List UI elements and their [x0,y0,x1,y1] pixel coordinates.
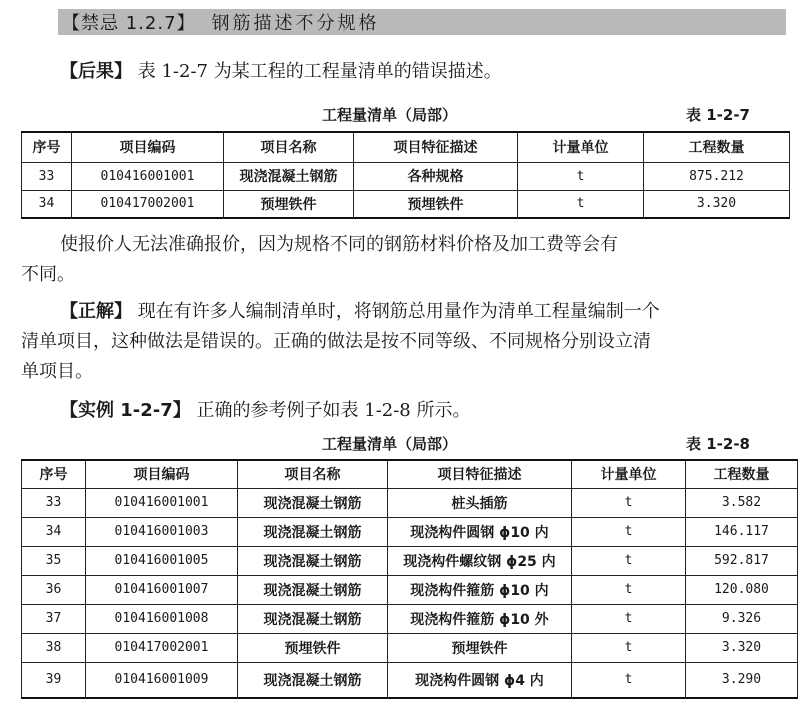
cell-name: 预埋铁件 [224,190,354,218]
cell-desc: 桩头插筋 [388,488,572,517]
table1-caption: 工程量清单（局部） [322,106,458,124]
cell-seq: 37 [22,604,86,633]
quantity-table-1-2-8 [21,459,798,699]
section-tag: 【禁忌 1.2.7】 [62,13,196,34]
table-row [22,488,798,517]
solution-line-3: 单项目。 [21,361,93,382]
cell-qty: 3.290 [686,662,798,698]
cell-name: 现浇混凝土钢筋 [238,546,388,575]
cell-seq: 33 [22,162,72,190]
cell-desc: 现浇构件圆钢 ϕ4 内 [388,662,572,698]
example-label: 【实例 1-2-7】 [60,400,191,421]
example-text: 正确的参考例子如表 1-2-8 所示。 [196,400,471,421]
cell-desc: 现浇构件箍筋 ϕ10 内 [388,575,572,604]
cell-qty: 3.582 [686,488,798,517]
table2-caption: 工程量清单（局部） [322,435,458,453]
solution-line-2: 清单项目，这种做法是错误的。正确的做法是按不同等级、不同规格分别设立清 [21,331,651,352]
cell-seq: 34 [22,190,72,218]
cell-name: 现浇混凝土钢筋 [238,662,388,698]
section-title: 钢筋描述不分规格 [211,13,380,34]
cell-code: 010416001003 [86,517,238,546]
cell-seq: 38 [22,633,86,662]
column-header: 项目特征描述 [388,460,572,488]
cell-qty: 9.326 [686,604,798,633]
cell-name: 现浇混凝土钢筋 [238,517,388,546]
cell-desc: 现浇构件圆钢 ϕ10 内 [388,517,572,546]
cell-desc: 现浇构件螺纹钢 ϕ25 内 [388,546,572,575]
column-header: 项目编码 [86,460,238,488]
cell-code: 010416001001 [72,162,224,190]
impact-line-2: 不同。 [21,264,75,285]
cell-desc: 预埋铁件 [354,190,518,218]
impact-line-1: 使报价人无法准确报价，因为规格不同的钢筋材料价格及加工费等会有 [60,234,618,255]
solution-line-3-block [21,357,93,387]
cell-code: 010416001008 [86,604,238,633]
table-row [22,162,790,190]
cell-seq: 34 [22,517,86,546]
section-header [58,9,786,35]
cell-qty: 146.117 [686,517,798,546]
cell-unit: t [572,662,686,698]
cell-qty: 875.212 [644,162,790,190]
cell-unit: t [572,488,686,517]
cell-code: 010417002001 [72,190,224,218]
cell-unit: t [518,190,644,218]
cell-qty: 120.080 [686,575,798,604]
consequence-label: 【后果】 [60,61,132,82]
cell-name: 现浇混凝土钢筋 [238,604,388,633]
solution-label: 【正解】 [60,301,132,322]
cell-code: 010416001005 [86,546,238,575]
cell-unit: t [572,633,686,662]
cell-desc: 预埋铁件 [388,633,572,662]
column-header: 项目名称 [224,132,354,162]
cell-unit: t [518,162,644,190]
table-row [22,633,798,662]
cell-qty: 592.817 [686,546,798,575]
cell-unit: t [572,517,686,546]
table-row [22,546,798,575]
column-header: 计量单位 [572,460,686,488]
column-header: 计量单位 [518,132,644,162]
table-row [22,190,790,218]
table2-number: 表 1-2-8 [686,435,750,453]
cell-seq: 39 [22,662,86,698]
example-paragraph [60,396,470,426]
column-header: 项目特征描述 [354,132,518,162]
column-header: 工程数量 [644,132,790,162]
column-header: 项目名称 [238,460,388,488]
solution-line-2-block [21,327,651,357]
cell-name: 预埋铁件 [238,633,388,662]
table-header-row [22,132,790,162]
cell-seq: 36 [22,575,86,604]
column-header: 序号 [22,460,86,488]
cell-code: 010416001001 [86,488,238,517]
cell-code: 010416001007 [86,575,238,604]
quantity-table-1-2-7 [21,131,790,219]
cell-unit: t [572,575,686,604]
cell-code: 010417002001 [86,633,238,662]
solution-paragraph [60,297,660,327]
cell-code: 010416001009 [86,662,238,698]
table1-number: 表 1-2-7 [686,106,750,124]
impact-paragraph-cont [21,260,75,290]
cell-unit: t [572,546,686,575]
cell-seq: 35 [22,546,86,575]
cell-name: 现浇混凝土钢筋 [238,488,388,517]
table-row [22,575,798,604]
column-header: 项目编码 [72,132,224,162]
cell-name: 现浇混凝土钢筋 [238,575,388,604]
cell-seq: 33 [22,488,86,517]
cell-unit: t [572,604,686,633]
table-row [22,604,798,633]
column-header: 序号 [22,132,72,162]
cell-qty: 3.320 [644,190,790,218]
column-header: 工程数量 [686,460,798,488]
consequence-paragraph [60,57,502,87]
cell-desc: 现浇构件箍筋 ϕ10 外 [388,604,572,633]
cell-desc: 各种规格 [354,162,518,190]
solution-line-1: 现在有许多人编制清单时，将钢筋总用量作为清单工程量编制一个 [137,301,660,322]
table-row [22,662,798,698]
table-row [22,517,798,546]
table-header-row [22,460,798,488]
cell-name: 现浇混凝土钢筋 [224,162,354,190]
consequence-text: 表 1-2-7 为某工程的工程量清单的错误描述。 [137,61,502,82]
cell-qty: 3.320 [686,633,798,662]
impact-paragraph [60,230,618,260]
